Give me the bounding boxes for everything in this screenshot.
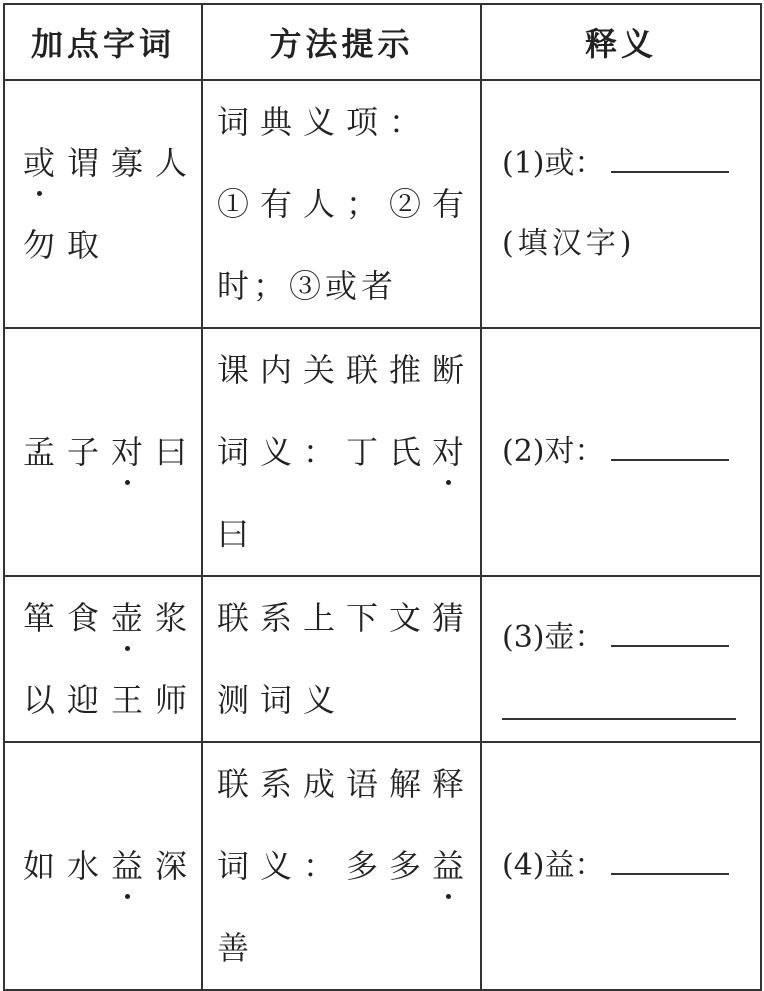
phrase-cell: [4, 80, 202, 328]
answer-cell: [481, 328, 761, 576]
header-meaning: 释义: [481, 4, 761, 80]
table-row: [4, 328, 761, 576]
dotted-char: 益: [432, 825, 475, 907]
answer-blank[interactable]: [611, 623, 729, 647]
phrase-text: 如水益深: [5, 825, 201, 907]
dotted-char: 对: [432, 411, 475, 493]
answer-cell: [481, 80, 761, 328]
phrase-cell: [4, 576, 202, 742]
phrase-cell: [4, 742, 202, 990]
table-row: [4, 80, 761, 328]
hint-text: 联系上下文猜 测词义: [217, 599, 476, 719]
answer-blank[interactable]: [611, 149, 729, 173]
header-row: [4, 4, 761, 80]
answer-text: (3)壶：: [482, 598, 760, 720]
hint-text: 联系成语解释 词义：多多益善: [217, 765, 476, 967]
hint-text: 课内关联推断 词义：丁氏对曰: [217, 351, 476, 553]
phrase-text: 孟子对曰: [5, 411, 201, 493]
hint-text: 词典义项： ①有人；②有 时；③或者: [217, 103, 476, 305]
answer-blank-long[interactable]: [502, 678, 736, 720]
header-method: 方法提示: [202, 4, 481, 80]
answer-text: (4)益：: [482, 826, 760, 906]
answer-cell: [481, 576, 761, 742]
header-phrase: 加点字词: [4, 4, 202, 80]
answer-blank[interactable]: [611, 437, 729, 461]
answer-text: (1)或： (填汉字): [482, 124, 760, 284]
dotted-char: 壶: [111, 577, 155, 659]
answer-blank[interactable]: [611, 851, 729, 875]
hint-cell: [202, 80, 481, 328]
answer-cell: [481, 742, 761, 990]
phrase-text: 箪食壶浆 以迎王师: [5, 577, 201, 741]
dotted-char: 对: [111, 411, 155, 493]
hint-cell: [202, 742, 481, 990]
answer-text: (2)对：: [482, 412, 760, 492]
table-row: [4, 742, 761, 990]
table-row: [4, 576, 761, 742]
hint-cell: [202, 328, 481, 576]
phrase-text: 或谓寡人 勿取: [5, 122, 201, 286]
hint-cell: [202, 576, 481, 742]
phrase-cell: [4, 328, 202, 576]
dotted-char: 益: [111, 825, 155, 907]
dotted-char: 或: [23, 122, 67, 204]
vocabulary-table: [3, 3, 762, 991]
